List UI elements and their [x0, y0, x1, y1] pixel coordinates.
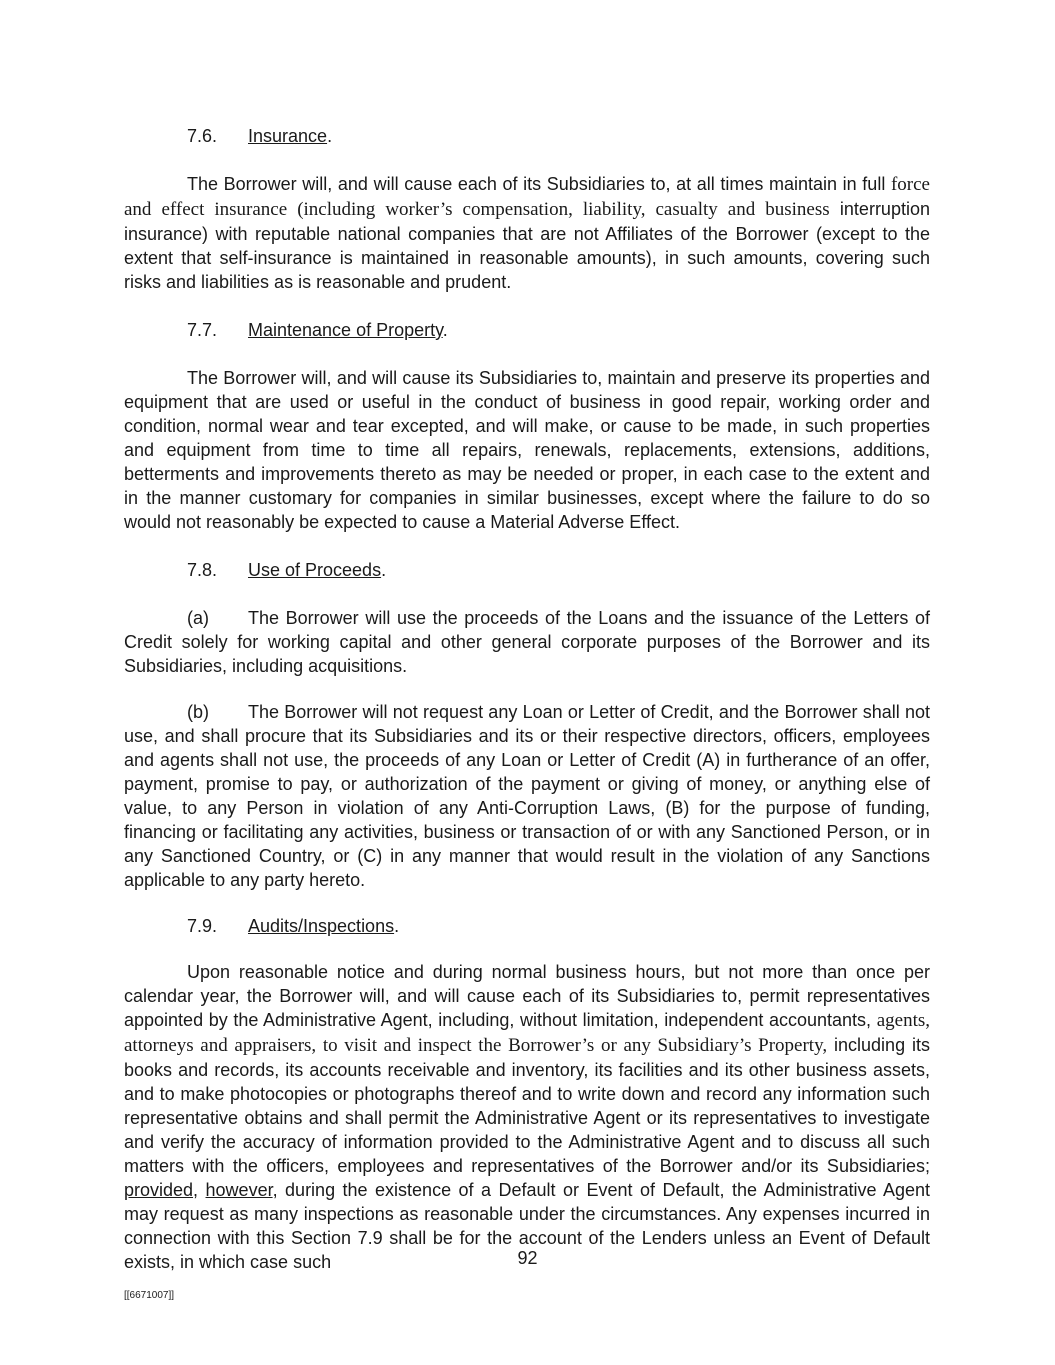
body-line-serif: force and effect insurance (including worker’s compensation, liability, casualty and business: [124, 174, 930, 220]
section-7-6-heading: [124, 124, 930, 148]
body-line: The Borrower will, and will cause each of its Subsidiaries to, at all times maintain in full: [187, 174, 886, 194]
page-content: [124, 124, 930, 1274]
section-number: 7.7.: [187, 320, 218, 340]
title-period: .: [381, 560, 387, 580]
section-number: 7.6.: [187, 126, 218, 146]
clause-label: (a): [187, 608, 209, 628]
section-7-6-body: [124, 172, 930, 294]
section-number: 7.9.: [187, 916, 218, 936]
section-title: Insurance: [248, 126, 328, 146]
body-text: Upon reasonable notice and during normal business hours, but not more than once per calendar year, the Borrower will, and will cause each of its Subsidiaries to, permit representatives appointed by the Administrative Agent, including, without limitation, independent accountants,: [124, 962, 930, 1030]
page-number: 92: [517, 1248, 538, 1268]
title-period: .: [394, 916, 400, 936]
clause-label: (b): [187, 702, 209, 722]
section-7-9-body: [124, 960, 930, 1274]
section-title: Maintenance of Property: [248, 320, 443, 340]
clause-text: The Borrower will not request any Loan or Letter of Credit, and the Borrower shall not use, and shall procure that its Subsidiaries and its or their respective directors, officers, employees and agents shall not use, the proceeds of any Loan or Letter of Credit (A) in furtherance of an offer, payment, promise to pay, or authorization of the payment or giving of money, or anything else of value, to any Person in violation of any Anti-Corruption Laws, (B) for the purpose of funding, financing or facilitating any activities, business or transaction of or with any Sanctioned Person, or in any Sanctioned Country, or (C) in any manner that would result in the violation of any Sanctions applicable to any party hereto.: [124, 702, 930, 890]
section-number: 7.8.: [187, 560, 218, 580]
document-id: [[6671007]]: [124, 1290, 175, 1301]
section-7-7-heading: [124, 318, 930, 342]
section-7-8-heading: [124, 558, 930, 582]
clause-text: The Borrower will use the proceeds of the Loans and the issuance of the Letters of Credit solely for working capital and other general corporate purposes of the Borrower and its Subsidiaries, including acquisitions.: [124, 608, 930, 676]
section-7-8-clause-a: [124, 606, 930, 678]
title-period: .: [327, 126, 333, 146]
however-term: however: [205, 1180, 273, 1200]
body-text: , during the existence of a Default or Event of Default, the Administrative Agent may request as many inspections as reasonable under the circumstances. Any expenses incurred in connection with this Section 7.9 shall be for the account of the Lenders unless an Event of Default exists, in which case such: [124, 1180, 930, 1272]
body-text: The Borrower will, and will cause its Subsidiaries to, maintain and preserve its properties and equipment that are used or useful in the conduct of business in good repair, working order and condition, normal wear and tear excepted, and will make, or cause to be made, in such properties and equipment from time to time all repairs, renewals, replacements, extensions, additions, betterments and improvements thereto as may be needed or proper, in each case to the extent and in the manner customary for companies in similar businesses, except where the failure to do so would not reasonably be expected to cause a Material Adverse Effect.: [124, 368, 930, 532]
section-title: Use of Proceeds: [248, 560, 382, 580]
body-text: including its books and records, its accounts receivable and inventory, its facilities and its other business assets, and to make photocopies or photographs thereof and to write down and record any information such representative obtains and shall permit the Administrative Agent or its representatives to investigate and verify the accuracy of information provided to the Administrative Agent and to discuss all such matters with the officers, employees and representatives of the Borrower and/or its Subsidiaries;: [124, 1035, 930, 1176]
title-period: .: [442, 320, 448, 340]
provided-term: provided: [124, 1180, 194, 1200]
section-7-9-heading: [124, 914, 930, 938]
section-7-7-body: [124, 366, 930, 534]
section-title: Audits/Inspections: [248, 916, 395, 936]
body-line-serif: agents, attorneys and appraisers, to visit and inspect the Borrower’s or any Subsidiary’s Property,: [124, 1010, 930, 1056]
body-text: interruption insurance) with reputable national companies that are not Affiliates of the Borrower (except to the extent that self-insurance is maintained in reasonable amounts), in such amounts, covering such risks and liabilities as is reasonable and prudent.: [124, 199, 930, 292]
comma: ,: [193, 1180, 199, 1200]
section-7-8-clause-b: [124, 700, 930, 892]
